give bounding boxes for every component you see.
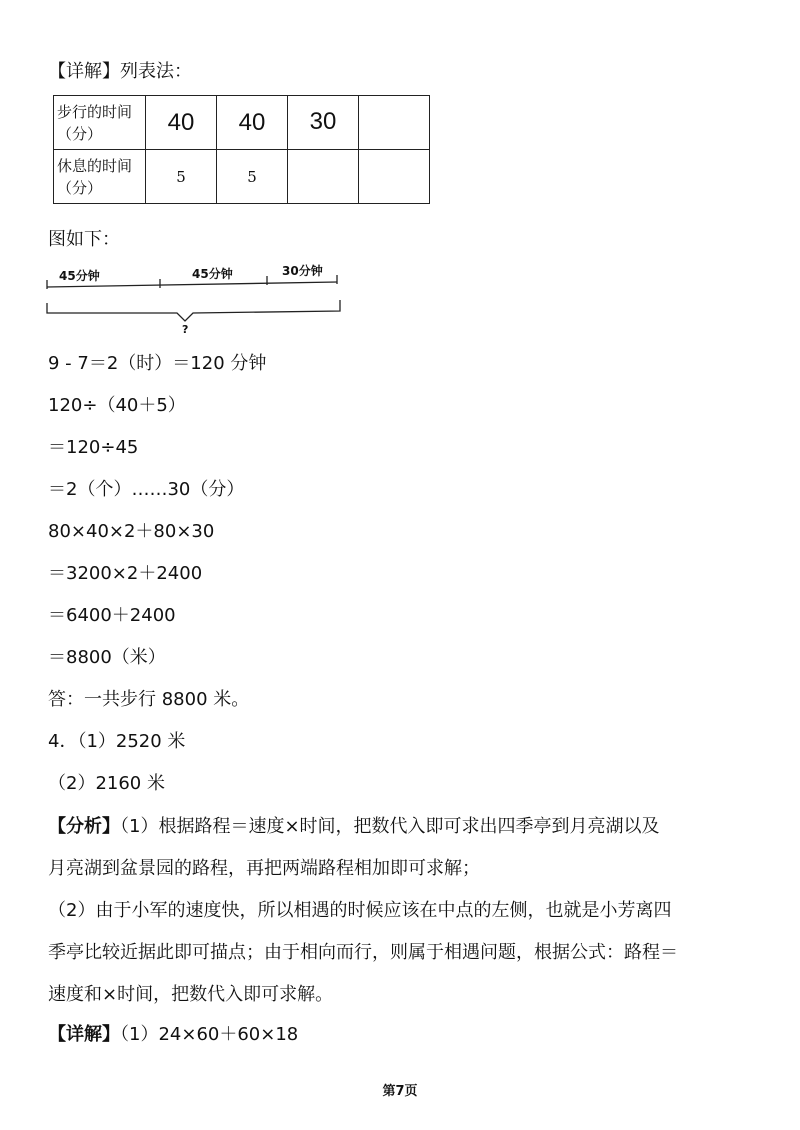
table-row [54,96,430,150]
table-cell: 5 [217,150,288,204]
question-mark: ? [182,323,189,336]
analysis-p2-cont: 季亭比较近据此即可描点；由于相向而行，则属于相遇问题，根据公式：路程＝ [48,942,678,963]
calc-line: 120÷（40＋5） [48,395,186,416]
segment-diagram [45,255,355,335]
walk-time-unit: （分） [57,124,103,143]
analysis-p1-text: （1）根据路程＝速度×时间，把数代入即可求出四季亭到月亮湖以及 [120,816,660,837]
time-table [53,95,430,204]
answer-line: 答：一共步行 8800 米。 [48,689,250,710]
analysis-p1-cont: 月亮湖到盆景园的路程，再把两端路程相加即可求解； [48,858,480,879]
table-cell: 40 [146,96,217,150]
rest-time-label-text: 休息的时间 [57,156,133,175]
analysis-tag: 【分析】 [48,816,120,837]
segment-lines [45,255,355,335]
page-number: 第7页 [382,1084,418,1099]
table-row [54,150,430,204]
calc-line: ＝6400＋2400 [48,605,176,626]
walk-time-label-text: 步行的时间 [57,102,133,121]
rest-time-unit: （分） [57,178,103,197]
calc-line: 9 - 7＝2（时）＝120 分钟 [48,353,267,374]
detail2-tag: 【详解】 [48,1024,120,1045]
figure-intro: 图如下： [48,229,120,250]
detail2-line [48,1023,298,1047]
calc-line: ＝2（个）……30（分） [48,479,245,500]
table-cell: 40 [217,96,288,150]
calc-line: ＝120÷45 [48,437,139,458]
answer-4-1: 4．（1）2520 米 [48,731,186,752]
analysis-p2-end: 速度和×时间，把数代入即可求解。 [48,984,334,1005]
detail2-text: （1）24×60＋60×18 [120,1024,299,1045]
detail-heading: 【详解】列表法： [48,61,192,82]
segment-label: 45分钟 [59,269,100,283]
calc-line: ＝8800（米） [48,647,166,668]
table-cell [359,150,430,204]
calc-line: ＝3200×2＋2400 [48,563,203,584]
table-cell [288,150,359,204]
analysis-p1 [48,815,660,839]
segment-label: 45分钟 [192,267,233,281]
calc-line: 80×40×2＋80×30 [48,521,215,542]
segment-label: 30分钟 [282,264,323,278]
table-cell: 30 [288,96,359,150]
walk-time-label [54,96,146,150]
table-cell: 5 [146,150,217,204]
rest-time-label [54,150,146,204]
table-cell [359,96,430,150]
answer-4-2: （2）2160 米 [48,773,165,794]
analysis-p2: （2）由于小军的速度快，所以相遇的时候应该在中点的左侧，也就是小芳离四 [48,900,672,921]
